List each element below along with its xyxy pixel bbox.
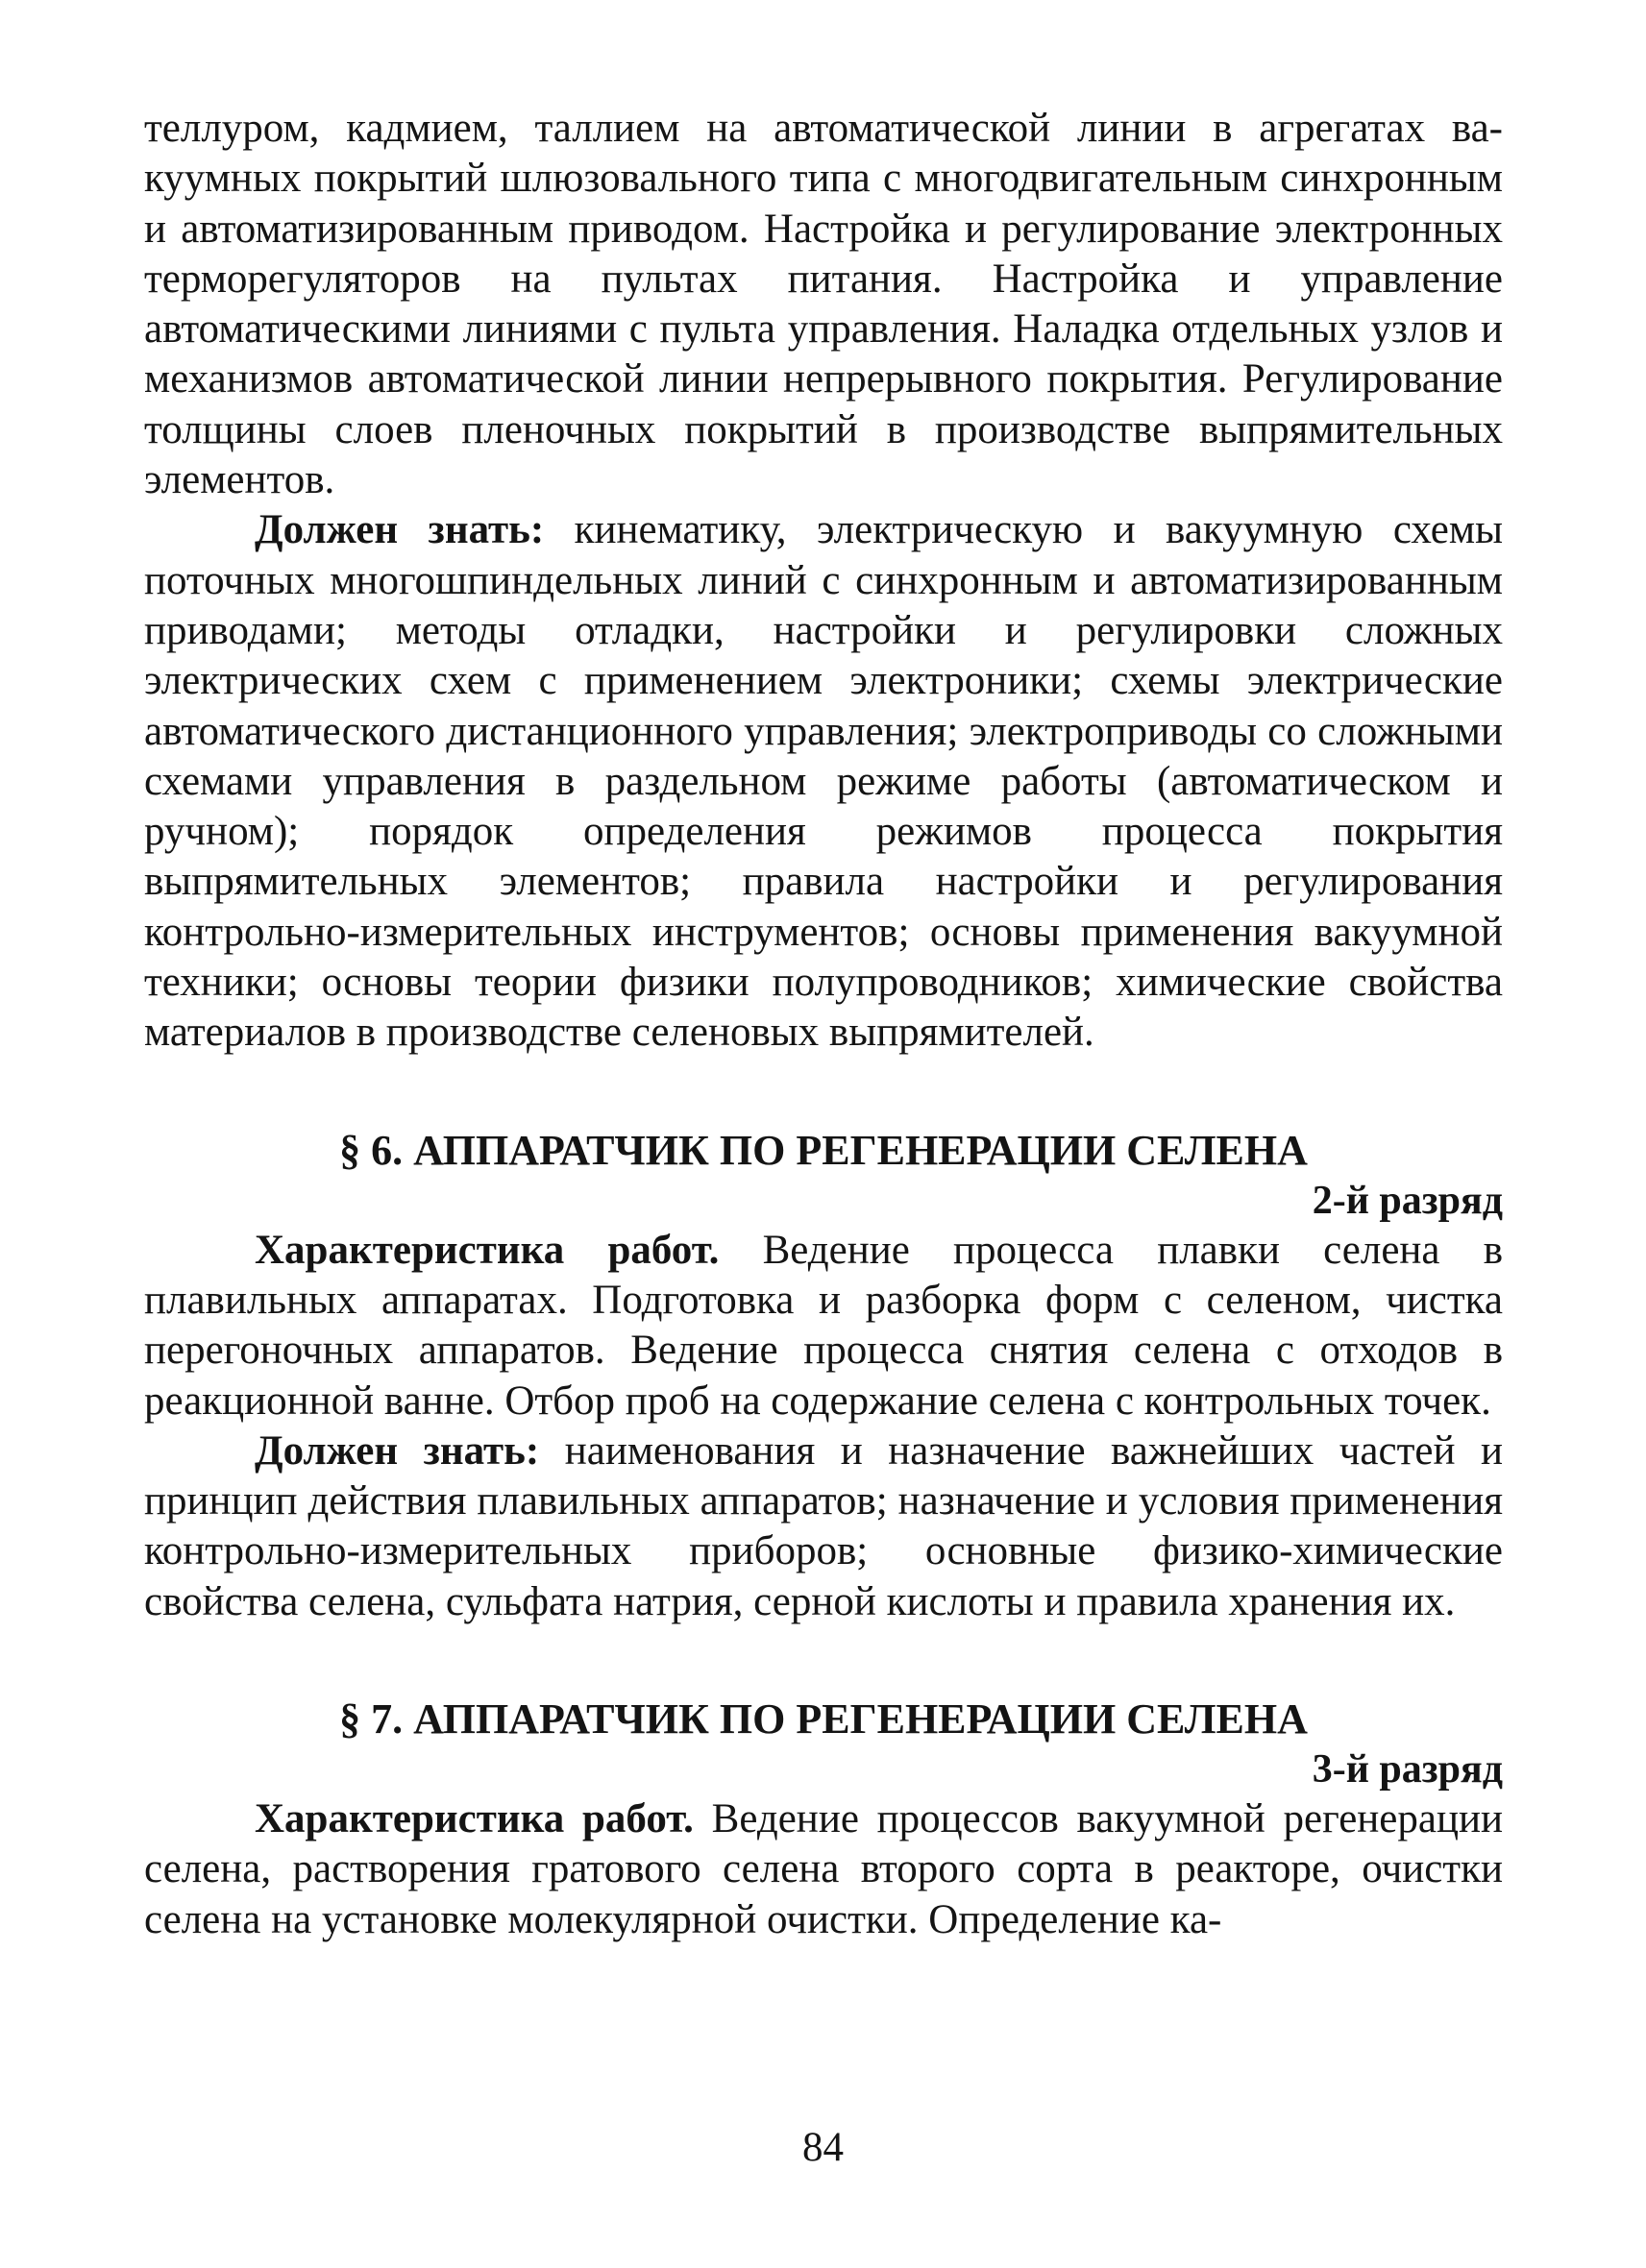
- document-page: [144, 104, 1503, 1945]
- intro-paragraph: [144, 104, 1503, 505]
- section-6-must-know-lead: Должен знать:: [255, 1427, 540, 1474]
- intro-paragraph-text: теллуром, кадмием, таллием на автоматической линии в агрегатах вакуумных покрытий шлюзовального типа с многодвигательным синхронным и автоматизированным приводом. Настройка и регулирование электронных терморегуляторов на пультах питания. Настройка и управление автоматическими линиями с пульта управления. Наладка отдельных узлов и механизмов автоматической линии непрерывного покрытия. Регулирование толщины слоев пленочных покрытий в производстве выпрямительных элементов.: [144, 106, 1503, 503]
- section-6-must-know-text: наименования и назначение важнейших частей и принцип действия плавильных аппаратов; назначение и условия применения контрольно-измерительных приборов; основные физико-химические свойства селена, сульфата натрия, серной кислоты и правила хранения их.: [144, 1427, 1503, 1624]
- must-know-lead-1: Должен знать:: [255, 507, 545, 553]
- section-6-characteristics-text: Ведение процесса плавки селена в плавильных аппаратах. Подготовка и разборка форм с селеном, чистка перегоночных аппаратов. Ведение процесса снятия селена с отходов в реакционной ванне. Отбор проб на содержание селена с контрольных точек.: [144, 1227, 1503, 1424]
- section-7-grade: 3-й разряд: [1312, 1747, 1503, 1792]
- section-7-title: § 7. АППАРАТЧИК ПО РЕГЕНЕРАЦИИ СЕЛЕНА: [339, 1695, 1308, 1744]
- section-6-characteristics: [144, 1226, 1503, 1427]
- section-6-title: § 6. АППАРАТЧИК ПО РЕГЕНЕРАЦИИ СЕЛЕНА: [339, 1126, 1308, 1174]
- must-know-paragraph-1: [144, 505, 1503, 1058]
- page-number: 84: [802, 2125, 844, 2170]
- section-6-characteristics-lead: Характеристика работ.: [255, 1227, 720, 1273]
- section-6-grade: 2-й разряд: [1312, 1178, 1503, 1223]
- must-know-text-1: кинематику, электрическую и вакуумную схемы поточных многошпиндельных линий с синхронным и автоматизированным приводами; методы отладки, настройки и регулировки сложных электрических схем с применением электроники; схемы электрические автоматического дистанционного управления; электроприводы со сложными схемами управления в раздельном режиме работы (автоматическом и ручном); порядок определения режимов процесса покрытия выпрямительных элементов; правила настройки и регулирования контрольно-измерительных инструментов; основы применения вакуумной техники; основы теории физики полупроводников; химические свойства материалов в производстве селеновых выпрямителей.: [144, 507, 1503, 1056]
- section-7-characteristics-text: Ведение процессов вакуумной регенерации селена, растворения гратового селена второго сорта в реакторе, очистки селена на установке молекулярной очистки. Определение ка-: [144, 1796, 1503, 1942]
- section-7-characteristics: [144, 1794, 1503, 1945]
- section-6-must-know: [144, 1427, 1503, 1627]
- section-7-characteristics-lead: Характеристика работ.: [255, 1796, 694, 1842]
